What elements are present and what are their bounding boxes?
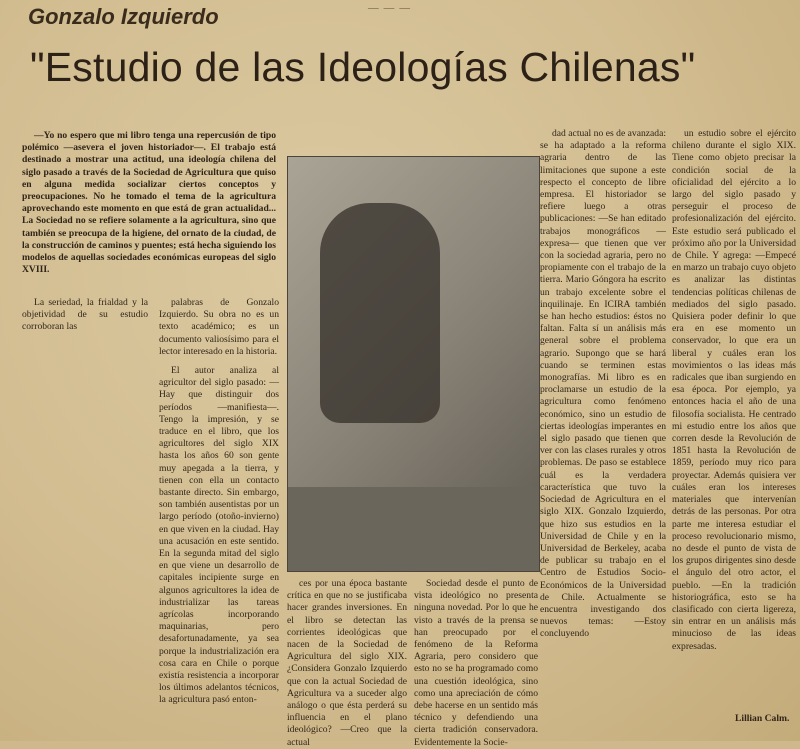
- photo-person-silhouette: [320, 203, 440, 423]
- column-4: [287, 578, 407, 748]
- column-7: [672, 128, 796, 708]
- column-3: [159, 365, 279, 741]
- column-6-text: dad actual no es de avanzada: se ha adaptado a la reforma agraria dentro de las limitaciones que supone a este respecto el concepto de libre empresa. El historiador se refiere luego a otras publicaciones: —Se han editado trabajos monográficos —expresa— que tienen que ver con la sociedad agraria, pero no propiamente con el trabajo de la tierra. Mario Góngora ha escrito un trabajo excelente sobre el inquilinaje. En ICIRA también se han hecho estudios: éstos no faltan. Falta sí un análisis más general sobre el problema agrario. Supongo que se hará cuando se terminen estas monografías. Mi libro es en proclamarse un estudio de la agricultura como fenómeno económico, sino un estudio de ciertas ideologías imperantes en el siglo pasado que tienen que ver con las clases rurales y otros problemas. De paso se establece cuál es la verdadera característica que tuvo la Sociedad de Agricultura en el siglo XIX. Gonzalo Izquierdo, que hizo sus estudios en la Universidad de Chile y en la Universidad de Berkeley, acaba de publicar su trabajo en el Centro de Estudios Socio-Económicos de la Universidad de Chile. Actualmente se encuentra investigando dos nuevos temas: —Estoy concluyendo: [540, 128, 666, 640]
- column-2-text: palabras de Gonzalo Izquierdo. Su obra no es un texto académico; es un documento valiosísimo para el lector interesado en la historia.: [159, 297, 279, 357]
- intro-text: —Yo no espero que mi libro tenga una repercusión de tipo polémico —asevera el joven historiador—. El trabajo está destinado a mostrar una actitud, una ideología chilena del siglo pasado a través de la Sociedad de Agricultura que quiso en alguna medida socializar ciertos conceptos y preocupaciones. No he tomado el tema de la agricultura aprovechando este momento en que está de gran actualidad... La Sociedad no se refiere solamente a la agricultura, sino que también se preocupa de la higiene, del ornato de la ciudad, de la construcción de caminos y puentes; está hecha siguiendo los modelos de aquellas sociedades económicas europeas del siglo XVIII.: [22, 130, 276, 276]
- column-5-text: Sociedad desde el punto de vista ideológico no presenta ninguna novedad. Por lo que he visto a través de la prensa se han preocupado por el fenómeno de la Reforma Agraria, pero considero que esto no se ha programado como una cuestión ideológica, sino como una apreciación de cómo debe hacerse en un sentido más técnico y defendiendo una cierta tradición conservadora. Evidentemente la Socie-: [414, 578, 538, 748]
- signature: Lillian Calm.: [735, 713, 790, 724]
- photo-desk: [288, 487, 539, 571]
- column-1: [22, 297, 148, 397]
- column-7-text: un estudio sobre el ejército chileno durante el siglo XIX. Tiene como objeto precisar la condición social de la oficialidad del ejército a lo largo del siglo pasado y perseguir el proceso de profesionalización del ejército. Este estudio será publicado el próximo año por la Universidad de Chile. Y agrega: —Empecé en marzo un trabajo cuyo objeto es analizar las distintas tendencias políticas chilenas de mediados del siglo pasado. Quisiera poder definir lo que era en ese momento un conservador, lo que era un liberal y cuáles eran los movimientos o las ideas más radicales que iban surgiendo en esa época. Por ejemplo, ya entonces hacia el año de una filosofía socialista. He centrado mi estudio entre los años que corren desde la Revolución de 1851 hasta la Revolución de 1859, período muy rico para proyectar. Además quisiera ver cuáles eran los intereses materiales que intervenían detrás de las personas. Por otra parte me interesa estudiar el proceso revolucionario mismo, no desde el punto de vista de los grupos dirigentes sino desde el ángulo del otro actor, el pueblo. —En la tradición historiográfica, esto se ha clasificado con cierta ligereza, sin entrar en un análisis más minucioso de las ideas expresadas.: [672, 128, 796, 652]
- column-5: [414, 578, 538, 748]
- portrait-photo: [287, 156, 540, 572]
- intro-paragraph: [22, 130, 276, 290]
- author-byline: Gonzalo Izquierdo: [28, 4, 219, 29]
- column-2: [159, 297, 279, 365]
- top-stamp: — — —: [368, 0, 412, 14]
- headline: "Estudio de las Ideologías Chilenas": [30, 44, 696, 90]
- column-6: [540, 128, 666, 741]
- column-3-text: El autor analiza al agricultor del siglo pasado: —Hay que distinguir dos períodos —manifiesta—. Tengo la impresión, y se traduce en el libro, que los agricultores del siglo XIX hasta los años 60 son gente muy apegada a la tierra, y tienen con ella un contacto bastante directo. Sin embargo, son también ausentistas por un largo período (otoño-invierno) en que viven en la ciudad. Hay una acusación en este sentido. En la segunda mitad del siglo en que viene un desarrollo de capitales incipiente surge en algunos agricultores la idea de industrializar las tareas agrícolas incorporando maquinarias, pero desafortunadamente, ya sea porque la industrialización era cosa cara en Chile o porque existía resistencia a incorporar los últimos adelantos técnicos, la agricultura pasó enton-: [159, 365, 279, 706]
- column-1-text: La seriedad, la frialdad y la objetividad de su estudio corroboran las: [22, 297, 148, 333]
- column-4-text: ces por una época bastante crítica en que no se justificaba hacer grandes inversiones. En el libro se detectan las corrientes ideológicas que nacen de la Sociedad de Agricultura del siglo XIX. ¿Considera Gonzalo Izquierdo que con la actual Sociedad de Agricultura va a suceder algo análogo o que ésta perderá su influencia en el plano ideológico? —Creo que la actual: [287, 578, 407, 748]
